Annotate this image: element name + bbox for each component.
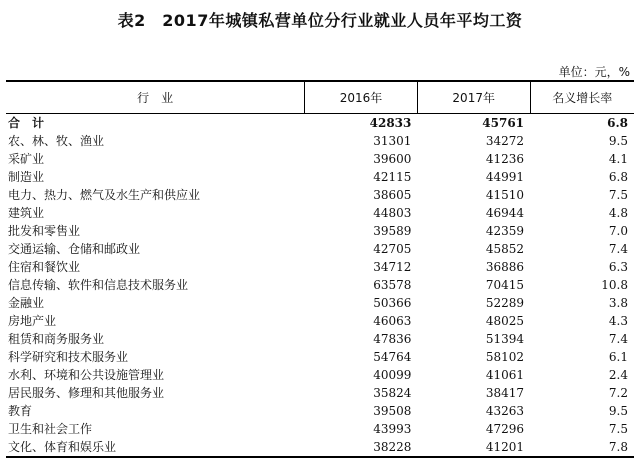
industry-cell: 文化、体育和娱乐业	[6, 438, 305, 457]
value-2017-cell: 41236	[485, 151, 525, 166]
growth-cell: 6.8	[607, 115, 628, 130]
table-row	[6, 402, 634, 420]
value-2016-cell: 38228	[305, 438, 418, 457]
table-row	[6, 276, 634, 294]
wage-table	[6, 80, 634, 458]
table-row	[6, 438, 634, 457]
value-2017-cell: 41201	[417, 438, 530, 457]
value-2016-cell: 47836	[373, 331, 412, 346]
table-row	[6, 294, 634, 312]
growth-cell: 7.8	[530, 438, 634, 457]
growth-cell: 9.5	[608, 403, 628, 418]
value-2016-cell: 54764	[373, 349, 412, 364]
value-2016-cell: 63578	[373, 277, 412, 292]
industry-cell: 水利、环境和公共设施管理业	[8, 367, 165, 382]
value-2016-cell: 43993	[373, 421, 412, 436]
value-2017-cell: 52289	[485, 295, 525, 310]
industry-cell: 制造业	[8, 169, 45, 184]
value-2017-cell: 45852	[485, 241, 525, 256]
industry-cell: 科学研究和技术服务业	[8, 349, 129, 364]
table-row	[6, 168, 634, 186]
value-2017-cell: 41510	[485, 187, 525, 202]
value-2017-cell: 46944	[485, 205, 525, 220]
industry-cell: 卫生和社会工作	[8, 421, 93, 436]
table-row	[6, 222, 634, 240]
growth-cell: 4.3	[608, 313, 628, 328]
table-row	[6, 240, 634, 258]
industry-cell: 合 计	[8, 115, 45, 130]
value-2016-cell: 50366	[373, 295, 412, 310]
industry-cell: 房地产业	[8, 313, 57, 328]
header-growth: 名义增长率	[530, 81, 634, 113]
growth-cell: 7.5	[608, 187, 628, 202]
industry-cell: 住宿和餐饮业	[8, 259, 81, 274]
industry-cell: 批发和零售业	[8, 223, 81, 238]
growth-cell: 7.4	[608, 331, 628, 346]
industry-cell: 农、林、牧、渔业	[8, 133, 105, 148]
value-2016-cell: 39600	[373, 151, 412, 166]
table-row	[6, 366, 634, 384]
industry-cell: 交通运输、仓储和邮政业	[8, 241, 141, 256]
value-2016-cell: 35824	[373, 385, 412, 400]
value-2016-cell: 42833	[369, 115, 412, 130]
value-2017-cell: 47296	[485, 421, 525, 436]
header-2016: 2016年	[305, 81, 418, 113]
growth-cell: 3.8	[608, 295, 628, 310]
value-2017-cell: 42359	[485, 223, 525, 238]
table-row	[6, 312, 634, 330]
table-row	[6, 132, 634, 150]
table-row	[6, 258, 634, 276]
industry-cell: 信息传输、软件和信息技术服务业	[8, 277, 189, 292]
growth-cell: 6.1	[608, 349, 628, 364]
table-row	[6, 384, 634, 402]
industry-cell: 建筑业	[8, 205, 45, 220]
table-row	[6, 204, 634, 222]
unit-note: 单位：元，%	[558, 65, 630, 79]
value-2016-cell: 42115	[373, 169, 412, 184]
table-row	[6, 186, 634, 204]
growth-cell: 6.8	[608, 169, 628, 184]
industry-cell: 租赁和商务服务业	[8, 331, 105, 346]
growth-cell: 9.5	[608, 133, 628, 148]
table-row	[6, 113, 634, 132]
table-row	[6, 420, 634, 438]
growth-cell: 7.0	[608, 223, 628, 238]
value-2017-cell: 34272	[485, 133, 525, 148]
table-header-row	[6, 81, 634, 113]
value-2016-cell: 40099	[373, 367, 412, 382]
table-row	[6, 348, 634, 366]
value-2017-cell: 38417	[485, 385, 525, 400]
industry-cell: 居民服务、修理和其他服务业	[8, 385, 165, 400]
value-2016-cell: 42705	[373, 241, 412, 256]
industry-cell: 教育	[8, 403, 33, 418]
value-2017-cell: 36886	[485, 259, 525, 274]
header-2017: 2017年	[417, 81, 530, 113]
growth-cell: 7.4	[608, 241, 628, 256]
value-2017-cell: 48025	[485, 313, 525, 328]
header-industry: 行 业	[6, 81, 305, 113]
value-2017-cell: 45761	[482, 115, 525, 130]
value-2017-cell: 51394	[485, 331, 525, 346]
growth-cell: 10.8	[601, 277, 628, 292]
value-2016-cell: 39508	[373, 403, 412, 418]
value-2017-cell: 70415	[485, 277, 525, 292]
growth-cell: 7.5	[608, 421, 628, 436]
value-2017-cell: 43263	[485, 403, 525, 418]
growth-cell: 4.8	[608, 205, 628, 220]
value-2017-cell: 41061	[485, 367, 525, 382]
value-2016-cell: 39589	[373, 223, 412, 238]
industry-cell: 采矿业	[8, 151, 45, 166]
value-2017-cell: 58102	[485, 349, 525, 364]
table-row	[6, 150, 634, 168]
industry-cell: 金融业	[8, 295, 45, 310]
growth-cell: 2.4	[608, 367, 628, 382]
table-row	[6, 330, 634, 348]
value-2016-cell: 34712	[373, 259, 412, 274]
growth-cell: 4.1	[608, 151, 628, 166]
growth-cell: 6.3	[608, 259, 628, 274]
value-2016-cell: 44803	[373, 205, 412, 220]
industry-cell: 电力、热力、燃气及水生产和供应业	[8, 187, 201, 202]
value-2016-cell: 31301	[373, 133, 412, 148]
table-body	[6, 113, 634, 457]
value-2016-cell: 38605	[373, 187, 412, 202]
table-title: 表2 2017年城镇私营单位分行业就业人员年平均工资	[117, 11, 523, 30]
value-2016-cell: 46063	[373, 313, 412, 328]
value-2017-cell: 44991	[485, 169, 525, 184]
growth-cell: 7.2	[608, 385, 628, 400]
